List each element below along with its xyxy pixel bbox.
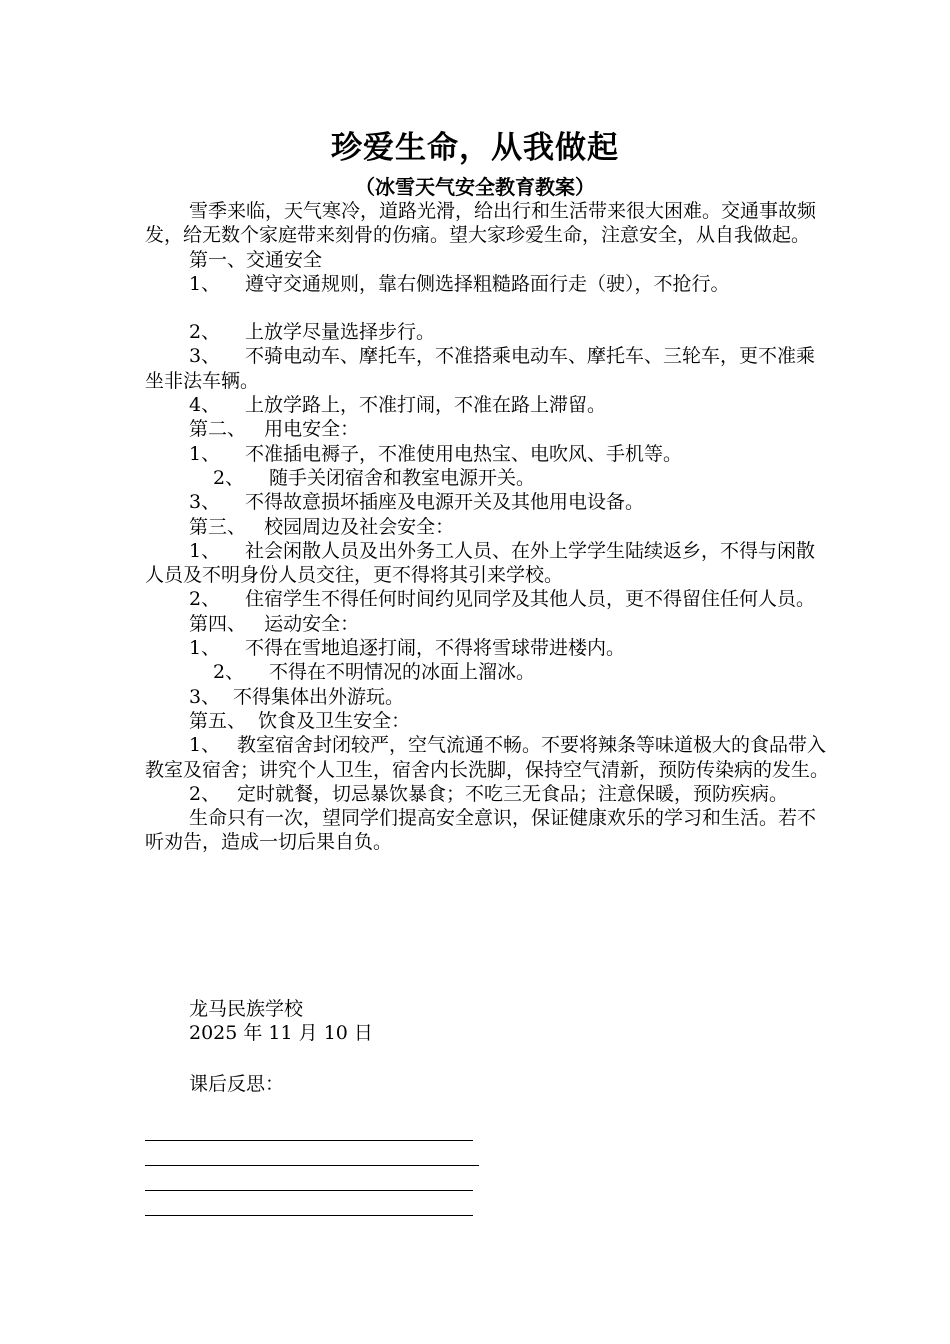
list-item [145,539,830,588]
list-item [145,393,830,417]
item-number: 1、 [189,637,221,660]
list-item [145,272,830,296]
item-text: 不准插电褥子，不准使用电热宝、电吹风、手机等。 [245,442,683,465]
section-heading-traffic: 第一、交通安全 [189,248,323,271]
item-number: 3、 [189,685,221,708]
blank-line [145,296,830,320]
reflection-line [145,1140,473,1141]
item-number: 2、 [213,661,245,684]
list-item [145,442,830,466]
item-text: 定时就餐，切忌暴饮暴食；不吃三无食品；注意保暖，预防疾病。 [237,782,789,805]
item-number: 2、 [189,588,221,611]
item-number: 2、 [189,782,221,805]
list-item [145,466,830,490]
item-number: 1、 [189,539,221,562]
item-text: 上放学尽量选择步行。 [245,321,436,344]
school-name: 龙马民族学校 [189,998,304,1020]
item-number: 3、 [189,491,221,514]
item-text: 不骑电动车、摩托车，不准搭乘电动车、摩托车、三轮车，更不准乘坐非法车辆。 [145,345,816,392]
item-number: 4、 [189,394,221,417]
item-text: 遵守交通规则，靠右侧选择粗糙路面行走（驶），不抢行。 [245,272,730,295]
item-text: 住宿学生不得任何时间约见同学及其他人员，更不得留住任何人员。 [245,588,816,611]
closing-paragraph: 生命只有一次，望同学们提高安全意识，保证健康欢乐的学习和生活。若不听劝告，造成一切后果自负。 [145,807,817,854]
item-number: 1、 [189,272,221,295]
document-date: 2025 年 11 月 10 日 [189,1022,373,1044]
document-body [145,199,830,855]
list-item [145,344,830,393]
item-number: 3、 [189,345,221,368]
item-number: 1、 [189,442,221,465]
document-title: 珍爱生命，从我做起 [331,130,619,166]
intro-paragraph: 雪季来临，天气寒冷，道路光滑，给出行和生活带来很大困难。交通事故频发，给无数个家庭带来刻骨的伤痛。望大家珍爱生命，注意安全，从自我做起。 [145,200,817,247]
section-heading-sports: 第四、 运动安全： [189,612,360,635]
list-item [145,660,830,684]
item-number: 1、 [189,734,221,757]
item-number: 2、 [189,321,221,344]
item-text: 社会闲散人员及出外务工人员、在外上学学生陆续返乡，不得与闲散人员及不明身份人员交往，更不得将其引来学校。 [145,539,816,587]
list-item [145,733,830,782]
reflection-label: 课后反思： [189,1073,285,1095]
section-heading-campus: 第三、 校园周边及社会安全： [189,515,455,538]
reflection-line [145,1215,473,1216]
list-item [145,685,830,709]
section-heading-electric: 第二、 用电安全： [189,418,360,441]
document-subtitle: （冰雪天气安全教育教案） [355,175,595,199]
item-number: 2、 [213,466,245,489]
item-text: 不得在不明情况的冰面上溜冰。 [269,661,536,684]
item-text: 上放学路上，不准打闹，不准在路上滞留。 [245,394,607,417]
section-heading-food: 第五、 饮食及卫生安全： [189,709,411,732]
list-item [145,320,830,344]
item-text: 不得在雪地追逐打闹，不得将雪球带进楼内。 [245,637,626,660]
list-item [145,490,830,514]
reflection-line [145,1190,473,1191]
item-text: 教室宿舍封闭较严，空气流通不畅。不要将辣条等味道极大的食品带入教室及宿舍；讲究个人卫生，宿舍内长洗脚，保持空气清新，预防传染病的发生。 [145,734,830,781]
reflection-line [145,1165,479,1166]
list-item [145,636,830,660]
item-text: 随手关闭宿舍和教室电源开关。 [269,466,536,489]
item-text: 不得故意损坏插座及电源开关及其他用电设备。 [245,491,645,514]
list-item [145,587,830,611]
item-text: 不得集体出外游玩。 [233,685,405,708]
list-item [145,782,830,806]
